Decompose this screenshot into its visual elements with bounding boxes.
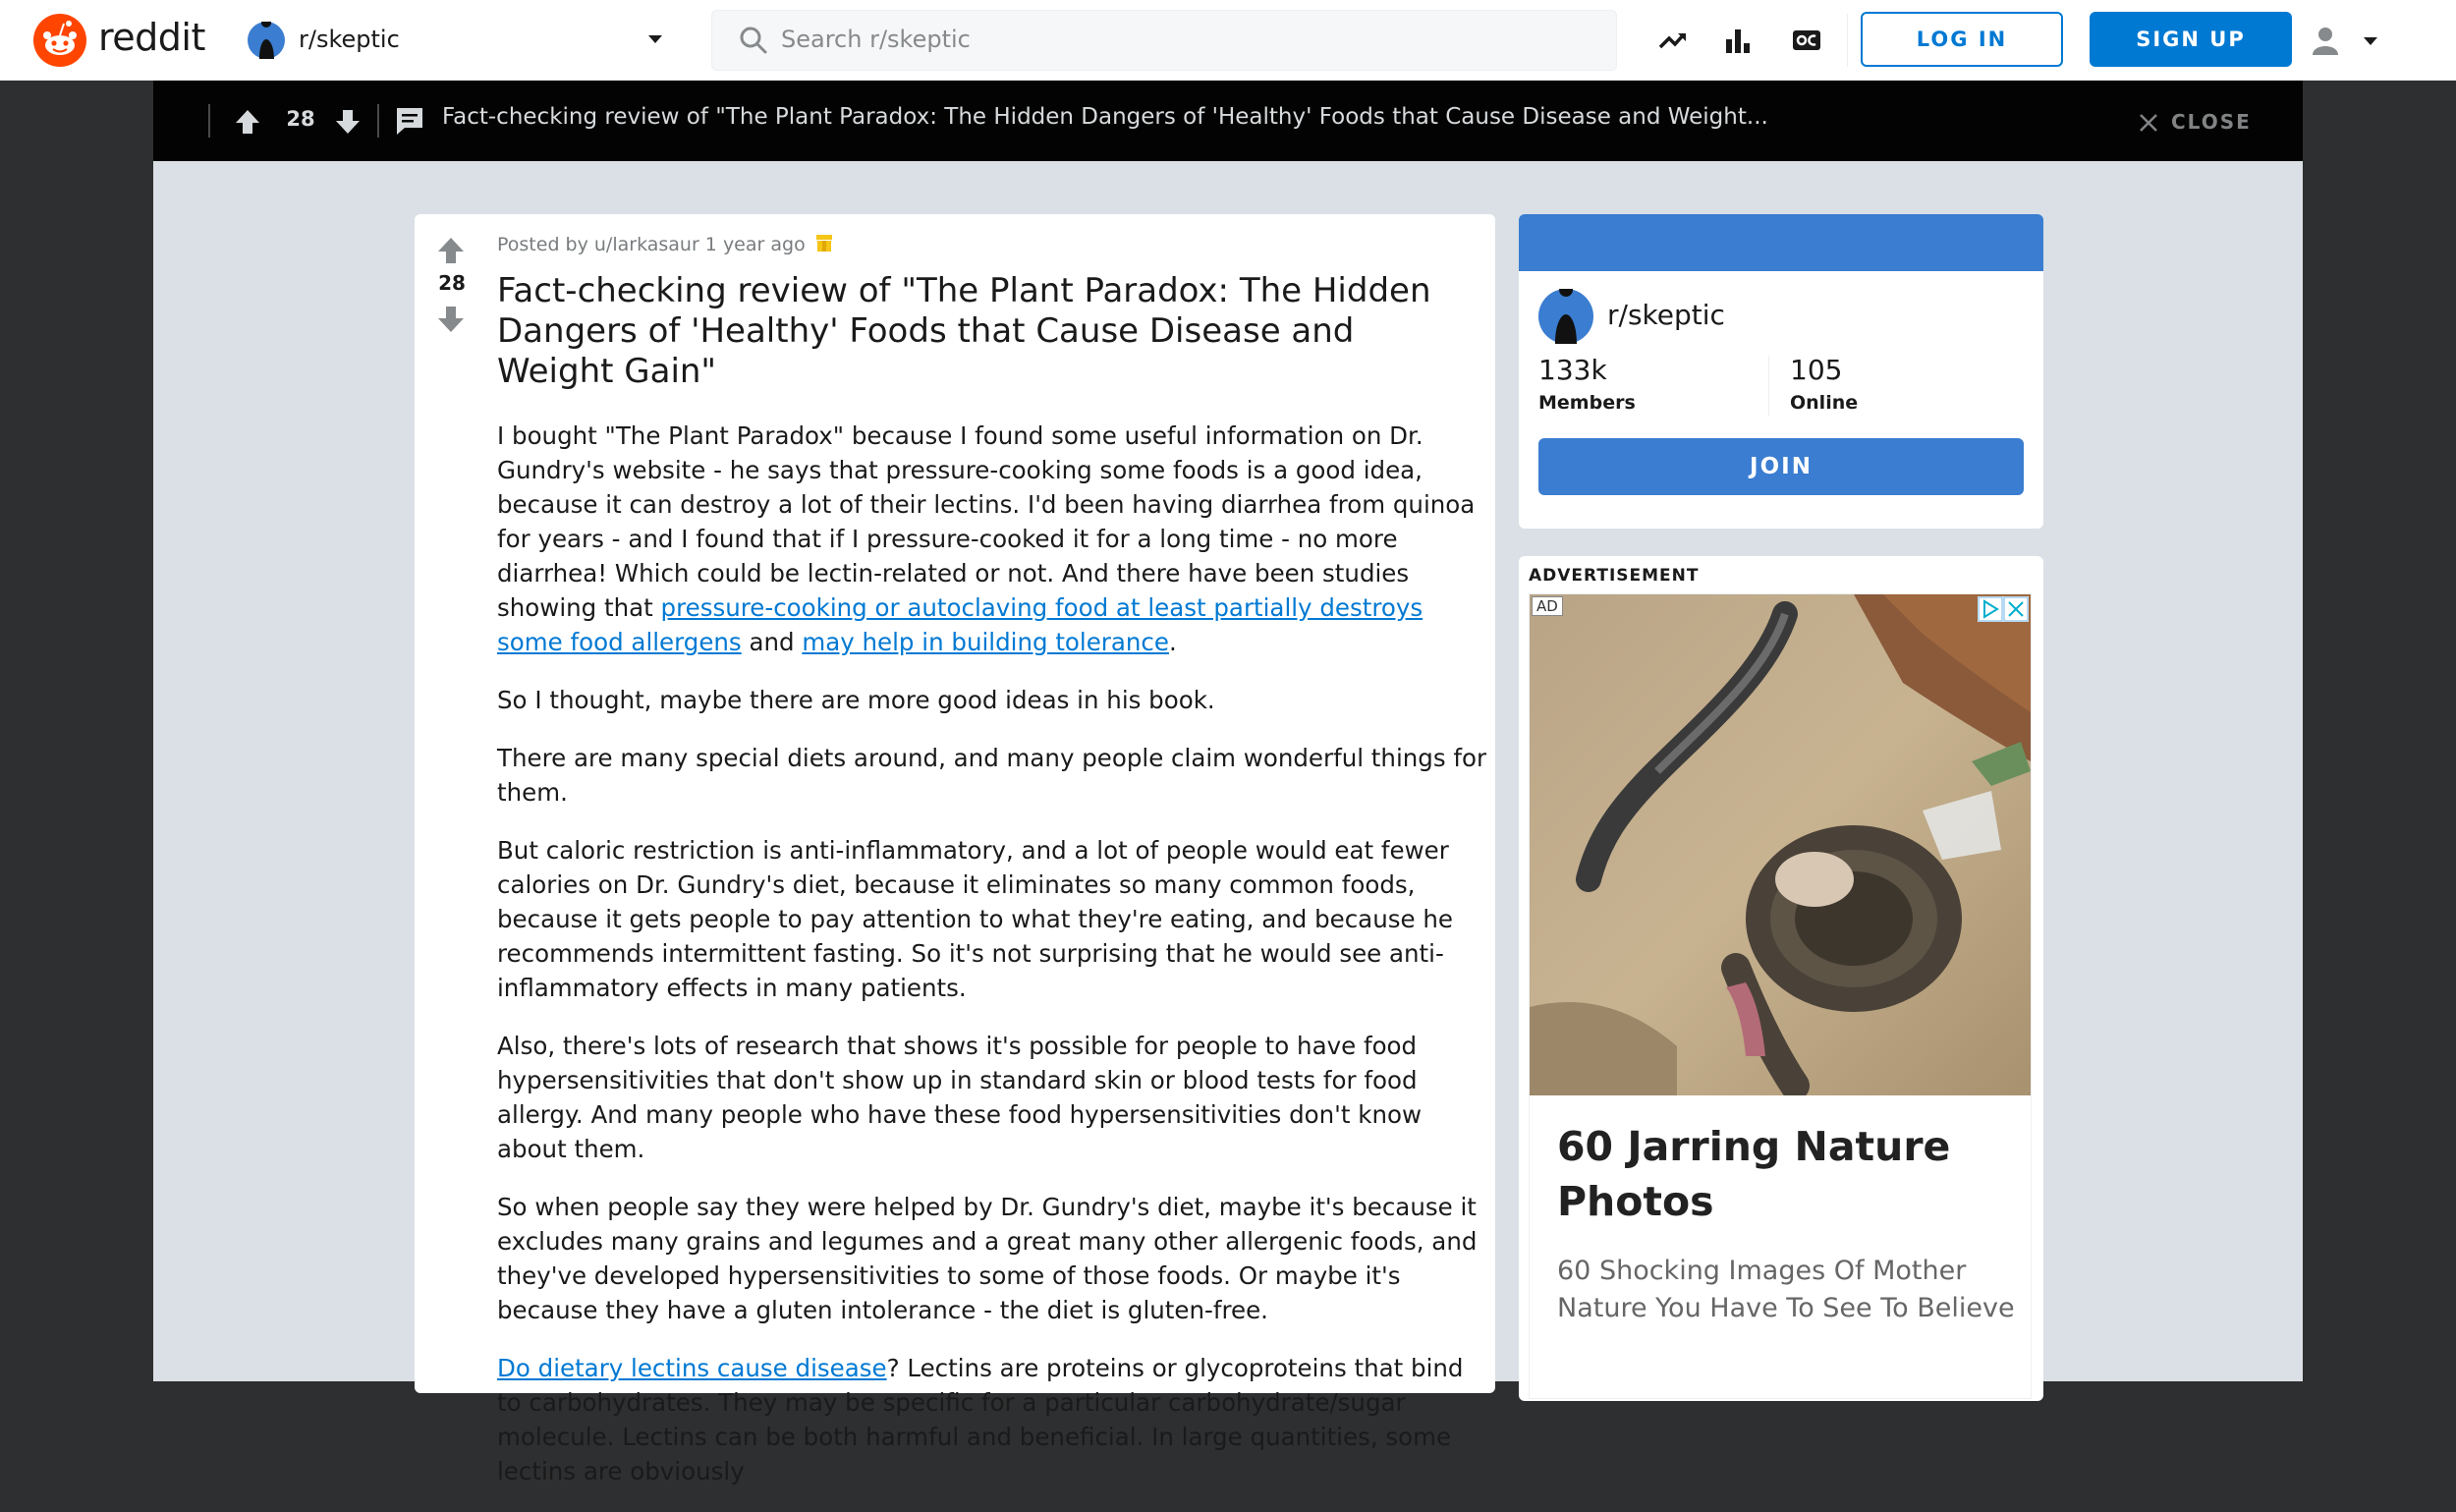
header-divider	[1847, 14, 1848, 67]
link-building-tolerance[interactable]: may help in building tolerance	[802, 628, 1169, 656]
subreddit-avatar	[248, 22, 285, 59]
bar-divider	[377, 104, 379, 138]
members-stat	[1538, 354, 1636, 414]
post-top-bar	[153, 81, 2303, 161]
advertisement-card	[1519, 556, 2043, 1401]
ad-image[interactable]	[1530, 594, 2031, 1095]
post-author-time[interactable]: Posted by u/larkasaur 1 year ago	[497, 234, 806, 255]
close-button[interactable]	[2136, 106, 2263, 140]
ad-badge: AD	[1532, 596, 1563, 616]
community-card	[1519, 214, 2043, 529]
close-icon	[2136, 110, 2161, 136]
subreddit-switcher[interactable]	[246, 20, 668, 61]
paragraph	[497, 419, 1489, 659]
content-area	[153, 161, 2303, 1485]
ad-description: 60 Shocking Images Of Mother Nature You Have To See To Believe	[1557, 1256, 2015, 1323]
paragraph: So I thought, maybe there are more good ideas in his book.	[497, 686, 1215, 714]
search-icon	[738, 25, 769, 56]
close-label: CLOSE	[2171, 110, 2252, 134]
chevron-down-icon	[642, 26, 668, 51]
join-button[interactable]: JOIN	[1538, 438, 2024, 495]
reddit-logo-icon[interactable]	[33, 14, 86, 67]
community-banner	[1519, 214, 2043, 271]
search-input[interactable]: Search r/skeptic	[781, 26, 971, 53]
trending-icon[interactable]	[1656, 24, 1690, 57]
ad-headline[interactable]: 60 Jarring Nature Photos	[1557, 1123, 1951, 1225]
post-card	[415, 214, 1495, 1485]
ad-choices-icon[interactable]	[1978, 596, 2029, 622]
bar-post-title: Fact-checking review of "The Plant Paradox: The Hidden Dangers of 'Healthy' Foods that Cause Disease and Weight...	[442, 104, 1768, 130]
paragraph-text: .	[1168, 628, 1177, 656]
leaderboard-icon[interactable]	[1721, 24, 1755, 57]
award-icon	[813, 232, 835, 253]
online-label: Online	[1790, 392, 1859, 414]
post-meta	[497, 232, 835, 255]
paragraph-text: and	[741, 628, 803, 656]
community-name[interactable]: r/skeptic	[1607, 299, 1725, 331]
user-menu[interactable]	[2307, 18, 2405, 63]
subreddit-avatar	[1538, 289, 1593, 344]
user-icon	[2309, 24, 2342, 57]
members-count: 133k	[1538, 354, 1607, 386]
bar-vote-score: 28	[286, 107, 315, 131]
downvote-icon[interactable]	[332, 106, 363, 138]
subreddit-name: r/skeptic	[299, 26, 400, 53]
sign-up-button[interactable]: SIGN UP	[2090, 12, 2292, 67]
upvote-icon[interactable]	[434, 234, 468, 267]
online-count: 105	[1790, 354, 1843, 386]
upvote-icon[interactable]	[232, 106, 263, 138]
downvote-icon[interactable]	[434, 303, 468, 336]
post-body	[497, 419, 1489, 1512]
comment-icon	[393, 104, 426, 138]
stat-divider	[1768, 356, 1769, 417]
paragraph: There are many special diets around, and many people claim wonderful things for them.	[497, 744, 1487, 807]
reddit-wordmark[interactable]: reddit	[98, 16, 205, 59]
online-stat	[1790, 354, 1858, 414]
vote-score: 28	[438, 271, 466, 295]
paragraph-text: ? Lectins are proteins or glycoproteins that bind to carbohydrates. They may be specific for a particular carbohydrate/sugar molecule. Lectins can be both harmful and beneficial. In large quantities, some lectins are obviously	[497, 1354, 1464, 1485]
post-title: Fact-checking review of "The Plant Paradox: The Hidden Dangers of 'Healthy' Foods that Cause Disease and Weight Gain"	[497, 271, 1431, 391]
members-label: Members	[1538, 392, 1636, 414]
top-header	[0, 0, 2456, 81]
paragraph-text: I bought "The Plant Paradox" because I found some useful information on Dr. Gundry's website - he says that pressure-cooking some foods is a good idea, because it can destroy a lot of their lectins. I'd been having diarrhea from quinoa for years - and I found that if I pressure-cooked it for a long time - no more diarrhea! Which could be lectin-related or not. And there have been studies showing that	[497, 421, 1476, 622]
paragraph: So when people say they were helped by Dr. Gundry's diet, maybe it's because it excludes many grains and legumes and a great many other allergenic foods, and they've developed hypersensitivities to some of those foods. Or maybe it's because they have a gluten intolerance - the diet is gluten-free.	[497, 1193, 1478, 1324]
link-pressure-cooking[interactable]: pressure-cooking or autoclaving food at least partially destroys some food allergens	[497, 593, 1423, 656]
search-bar[interactable]	[711, 10, 1617, 71]
oc-icon[interactable]	[1790, 24, 1823, 57]
advertisement-label: ADVERTISEMENT	[1529, 566, 1700, 586]
log-in-button[interactable]: LOG IN	[1861, 12, 2063, 67]
bar-divider	[208, 104, 210, 138]
paragraph	[497, 1351, 1489, 1488]
paragraph: But caloric restriction is anti-inflammatory, and a lot of people would eat fewer calories on Dr. Gundry's diet, because it eliminates so many common foods, because it gets people to pay attention to what they're eating, and because he recommends intermittent fasting. So it's not surprising that he would see anti-inflammatory effects in many patients.	[497, 836, 1453, 1002]
paragraph: Also, there's lots of research that shows it's possible for people to have food hypersensitivities that don't show up in standard skin or blood tests for food allergy. And many people who have these food hypersensitivities don't know about them.	[497, 1032, 1423, 1163]
link-dietary-lectins[interactable]: Do dietary lectins cause disease	[497, 1354, 887, 1382]
ad-frame[interactable]	[1529, 593, 2032, 1399]
chevron-down-icon	[2358, 28, 2383, 53]
